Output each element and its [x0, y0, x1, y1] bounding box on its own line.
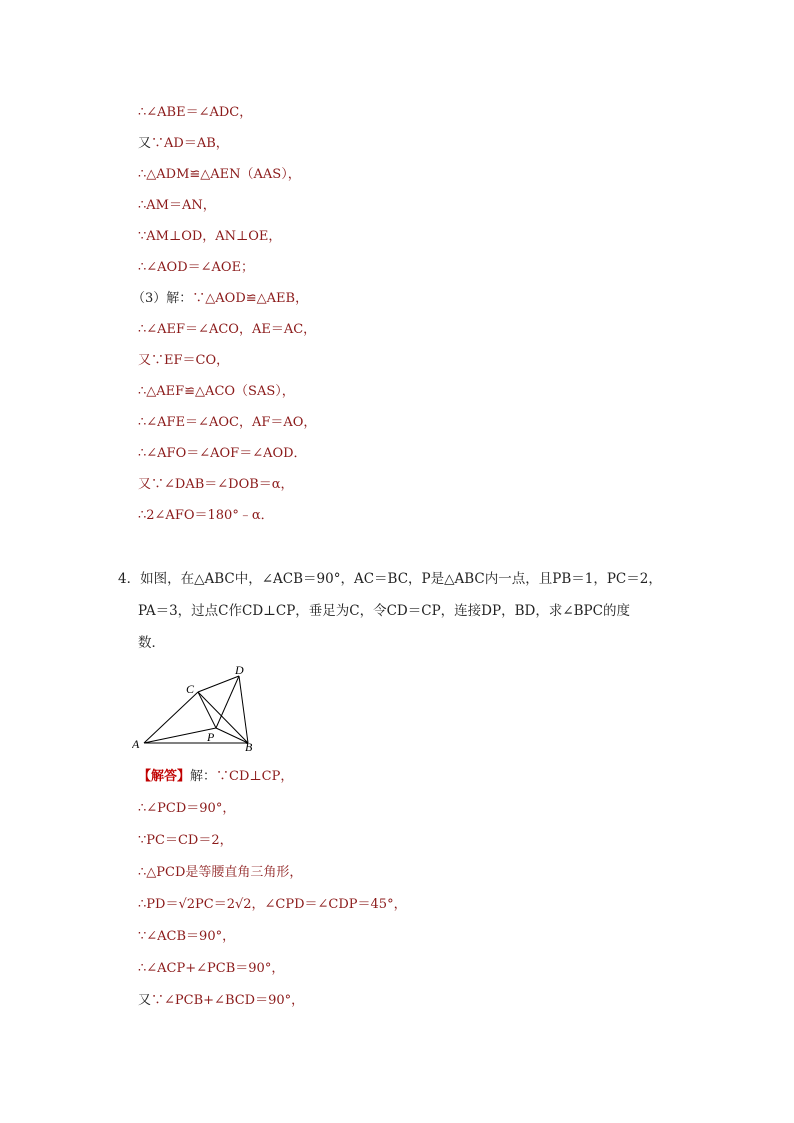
- proof-line: ∴∠AFE＝∠AOC，AF＝AO，: [138, 415, 317, 430]
- answer-line: 又∵∠PCB+∠BCD＝90°，: [138, 993, 305, 1008]
- answer-line: ∵∠ACB＝90°，: [138, 929, 236, 944]
- question-4-line: PA＝3，过点C作CD⊥CP，垂足为C，令CD＝CP，连接DP，BD，求∠BPC的度: [138, 603, 630, 619]
- question-text: 如图，在△ABC中，∠ACB＝90°，AC＝BC，P是△ABC内一点，且PB＝1，PC＝2，: [140, 571, 662, 587]
- answer-text: ∵∠PCB+∠BCD＝90°，: [151, 993, 305, 1008]
- proof-line-text: ∵△AOD≌△AEB，: [192, 291, 309, 306]
- answer-text: ∵CD⊥CP，: [216, 769, 294, 784]
- proof-line-text: ∵AD＝AB，: [151, 136, 229, 151]
- proof-line: ∴∠ABE＝∠ADC，: [138, 105, 253, 120]
- segment-cp: [198, 692, 216, 728]
- proof-line: 又∵AD＝AB，: [138, 136, 229, 151]
- label-c: C: [186, 682, 195, 696]
- segment-cb: [198, 692, 248, 743]
- question-4-line: 数．: [138, 635, 165, 651]
- label-d: D: [235, 663, 244, 677]
- proof-line: ∴∠AEF＝∠ACO，AE＝AC，: [138, 322, 317, 337]
- segment-pb: [216, 728, 248, 743]
- answer-line: ∴∠ACP+∠PCB＝90°，: [138, 961, 285, 976]
- question-number: 4．: [118, 571, 141, 587]
- answer-line: [138, 768, 293, 786]
- geometry-figure: [132, 660, 272, 756]
- label-b: B: [245, 740, 253, 754]
- answer-prefix: 解：: [190, 769, 217, 784]
- part-label: （3）解：: [132, 291, 193, 306]
- proof-line: ∴2∠AFO＝180°﹣α．: [138, 508, 274, 523]
- segment-ac: [144, 692, 198, 743]
- proof-line: ∴AM＝AN，: [138, 198, 216, 213]
- proof-line: ∴△AEF≌△ACO（SAS），: [138, 384, 295, 399]
- proof-line: ∵AM⊥OD，AN⊥OE，: [138, 229, 282, 244]
- proof-line: [132, 290, 308, 308]
- answer-line: ∵PC＝CD＝2，: [138, 833, 233, 848]
- answer-line: ∴∠PCD＝90°，: [138, 801, 236, 816]
- answer-line: ∴PD＝√2PC＝2√2，∠CPD＝∠CDP＝45°，: [138, 897, 407, 912]
- proof-line: 又∵∠DAB＝∠DOB＝α，: [138, 477, 294, 492]
- segment-db: [239, 676, 248, 743]
- proof-line: 又∵EF＝CO，: [138, 353, 230, 368]
- proof-line: ∴∠AFO＝∠AOF＝∠AOD．: [138, 446, 307, 461]
- proof-line: ∴△ADM≌△AEN（AAS），: [138, 167, 301, 182]
- question-4-line: [118, 569, 662, 589]
- segment-ap: [144, 728, 216, 743]
- label-a: A: [132, 737, 140, 751]
- proof-line: ∴∠AOD＝∠AOE；: [138, 260, 255, 275]
- answer-line: ∴△PCD是等腰直角三角形，: [138, 865, 303, 880]
- answer-tag: 【解答】: [138, 769, 191, 784]
- label-p: P: [207, 730, 215, 744]
